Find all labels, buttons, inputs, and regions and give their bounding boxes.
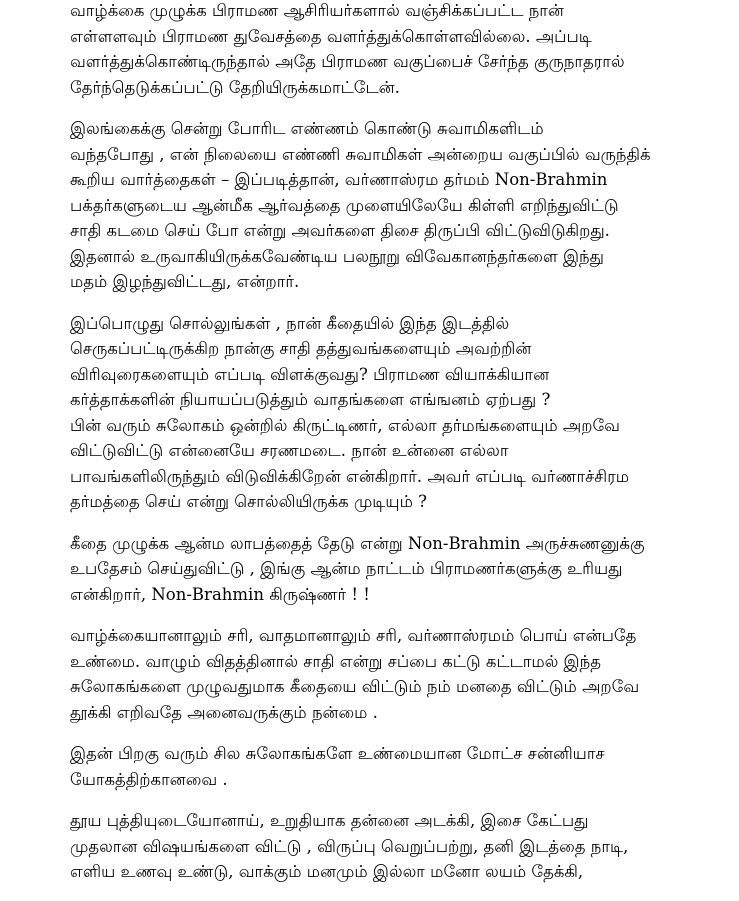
text-line: கூறிய வார்த்தைகள் – இப்படித்தான், வர்ணாஸ்ரம தர்மம் Non-Brahmin [70, 170, 608, 189]
text-line: இப்பொழுது சொல்லுங்கள் , நான் கீதையில் இந்த இடத்தில் [70, 313, 510, 333]
text-line: வந்தபோது , என் நிலையை எண்ணி சுவாமிகள் அன்றைய வகுப்பில் வருந்திக் [70, 144, 651, 164]
text-line: எளிய உணவு உண்டு, வாக்கும் மனமும் இல்லா மனோ லயம் தேக்கி, [70, 862, 584, 881]
text-line: விரிவுரைகளையும் எப்படி விளக்குவது? பிராமண வியாக்கியான [70, 364, 550, 384]
text-line: பாவங்களிலிருந்தும் விடுவிக்கிறேன் என்கிறார். அவர் எப்படி வர்ணாச்சிரம [70, 466, 630, 486]
text-line: யோகத்திற்கானவை . [70, 769, 228, 789]
paragraph [70, 741, 680, 792]
text-line: சாதி கடமை செய் போ என்று அவர்களை திசை திருப்பி விட்டுவிடுகிறது. [70, 221, 610, 240]
text-line: வாழ்க்கை முழுக்க பிராமண ஆசிரியர்களால் வஞ்சிக்கப்பட்ட நான் [70, 1, 564, 20]
paragraph [70, 116, 680, 295]
text-line: இதன் பிறகு வரும் சில சுலோகங்களே உண்மையான மோட்ச சன்னியாச [70, 744, 605, 763]
paragraph [70, 531, 680, 608]
text-line: தூக்கி எறிவதே அனைவருக்கும் நன்மை . [70, 702, 378, 722]
paragraph [70, 311, 680, 515]
text-line: தூய புத்தியுடையோனாய், உறுதியாக தன்னை அடக்கி, இசை கேட்பது [70, 811, 589, 830]
text-line: மதம் இழந்துவிட்டது, என்றார். [70, 272, 300, 291]
text-line: எள்ளளவும் பிராமண துவேசத்தை வளர்த்துக்கொள்ளவில்லை. அப்படி [70, 26, 592, 46]
paragraph [70, 623, 680, 725]
text-line: கீதை முழுக்க ஆன்ம லாபத்தைத் தேடு என்று Non-Brahmin அருச்சுணனுக்கு [70, 533, 645, 553]
text-line: இதனால் உருவாகியிருக்கவேண்டிய பலநூறு விவேகானந்தர்களை இந்து [70, 246, 604, 266]
text-line: பக்தர்களுடைய ஆன்மீக ஆர்வத்தை முளையிலேயே கிள்ளி எறிந்துவிட்டு [70, 195, 619, 215]
paragraph [70, 808, 680, 885]
text-line: இலங்கைக்கு சென்று போரிட எண்ணம் கொண்டு சுவாமிகளிடம் [70, 119, 544, 138]
text-line: முதலான விஷயங்களை விட்டு , விருப்பு வெறுப்பற்று, தனி இடத்தை நாடி, [70, 836, 629, 856]
text-line: விட்டுவிட்டு என்னையே சரணமடை. நான் உன்னை எல்லா [70, 441, 509, 460]
text-line: உபதேசம் செய்துவிட்டு , இங்கு ஆன்ம நாட்டம் பிராமணர்களுக்கு உரியது [70, 559, 623, 578]
article-body [70, 0, 680, 901]
text-line: கர்த்தாக்களின் நியாயப்படுத்தும் வாதங்களை எங்ஙனம் ஏற்பது ? [70, 390, 551, 409]
text-line: என்கிறார், Non-Brahmin கிருஷ்ணர் ! ! [70, 584, 370, 604]
text-line: பின் வரும் சுலோகம் ஒன்றில் கிருட்டிணர், எல்லா தர்மங்களையும் அறவே [70, 415, 620, 435]
text-line: வளர்த்துக்கொண்டிருந்தால் அதே பிராமண வகுப்பைச் சேர்ந்த குருநாதரால் [70, 52, 625, 71]
text-line: உண்மை. வாழும் விதத்தினால் சாதி என்று சப்பை கட்டு கட்டாமல் இந்த [70, 651, 601, 671]
text-line: வாழ்க்கையானாலும் சரி, வாதமானாலும் சரி, வர்ணாஸ்ரமம் பொய் என்பதே [70, 626, 637, 645]
text-line: சுலோகங்களை முழுவதுமாக கீதையை விட்டும் நம் மனதை விட்டும் அறவே [70, 677, 640, 696]
paragraph [70, 0, 680, 100]
text-line: தர்மத்தை செய் என்று சொல்லியிருக்க முடியும் ? [70, 492, 427, 511]
text-line: செருகப்பட்டிருக்கிற நான்கு சாதி தத்துவங்களையும் அவற்றின் [70, 339, 532, 358]
text-line: தேர்ந்தெடுக்கப்பட்டு தேறியிருக்கமாட்டேன். [70, 77, 400, 97]
